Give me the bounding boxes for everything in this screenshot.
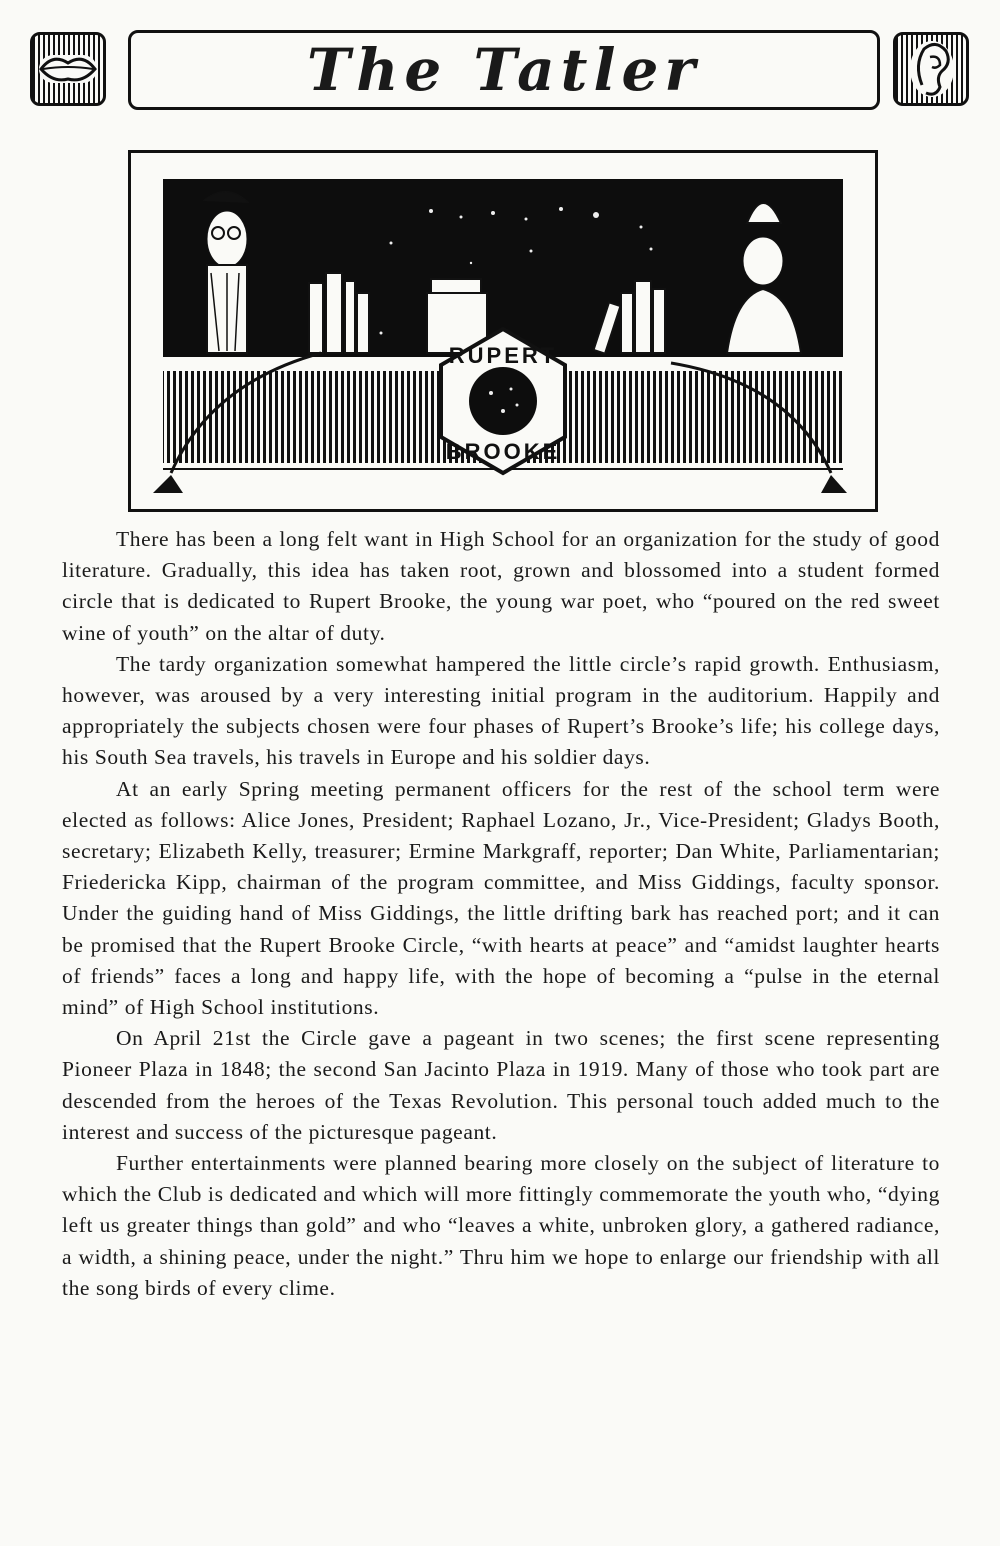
emblem-bottom-text: BROOKE — [445, 439, 561, 464]
page-title: The Tatler — [307, 36, 701, 104]
rupert-brooke-illustration — [128, 150, 878, 512]
lips-icon — [33, 35, 103, 103]
paragraph: On April 21st the Circle gave a pageant in two scenes; the first scene representing Pioneer Plaza in 1848; the second San Jacinto Plaza in 1919. Many of those who took part are descended from the heroes of the Texas Revolution. This personal touch added much to the interest and success of the picturesque pageant. — [62, 1026, 940, 1144]
paragraph: At an early Spring meeting permanent officers for the rest of the school term were elected as follows: Alice Jones, President; Raphael Lozano, Jr., Vice-President; Gladys Booth, secretary; Elizabeth Kelly, treasurer; Ermine Markgraff, reporter; Dan White, Parliamentarian; Friedericka Kipp, chairman of the program committee, and Miss Giddings, faculty sponsor. Under the guiding hand of Miss Giddings, the little drifting bark has reached port; and it can be promised that the Rupert Brooke Circle, “with hearts at peace” and “amidst laughter hearts of friends” faces a long and happy life, with the hope of becoming a “pulse in the eternal mind” of High School institutions. — [62, 776, 940, 1020]
masthead — [128, 30, 880, 110]
lips-icon-box — [30, 32, 106, 106]
article-body — [62, 524, 940, 1304]
paragraph: There has been a long felt want in High School for an organization for the study of good literature. Gradually, this idea has taken root, grown and blossomed into a student formed circle that is dedicated to Rupert Brooke, the young war poet, who “poured on the red sweet wine of youth” on the altar of duty. — [62, 527, 940, 645]
ear-icon — [896, 35, 966, 103]
rupert-brooke-emblem — [441, 329, 565, 473]
paragraph: Further entertainments were planned bearing more closely on the subject of literature to which the Club is dedicated and which will more fittingly commemorate the youth who, “dying left us greater things than gold” and who “leaves a white, unbroken glory, a gathered radiance, a width, a shining peace, under the night.” Thru him we hope to enlarge our friendship with all the song birds of every clime. — [62, 1151, 940, 1300]
paragraph: The tardy organization somewhat hampered the little circle’s rapid growth. Enthusiasm, however, was aroused by a very interesting initial program in the auditorium. Happily and appropriately the subjects chosen were four phases of Rupert’s Brooke’s life; his college days, his South Sea travels, his travels in Europe and his soldier days. — [62, 651, 940, 770]
emblem-top-text: RUPERT — [448, 343, 558, 368]
ear-icon-box — [893, 32, 969, 106]
